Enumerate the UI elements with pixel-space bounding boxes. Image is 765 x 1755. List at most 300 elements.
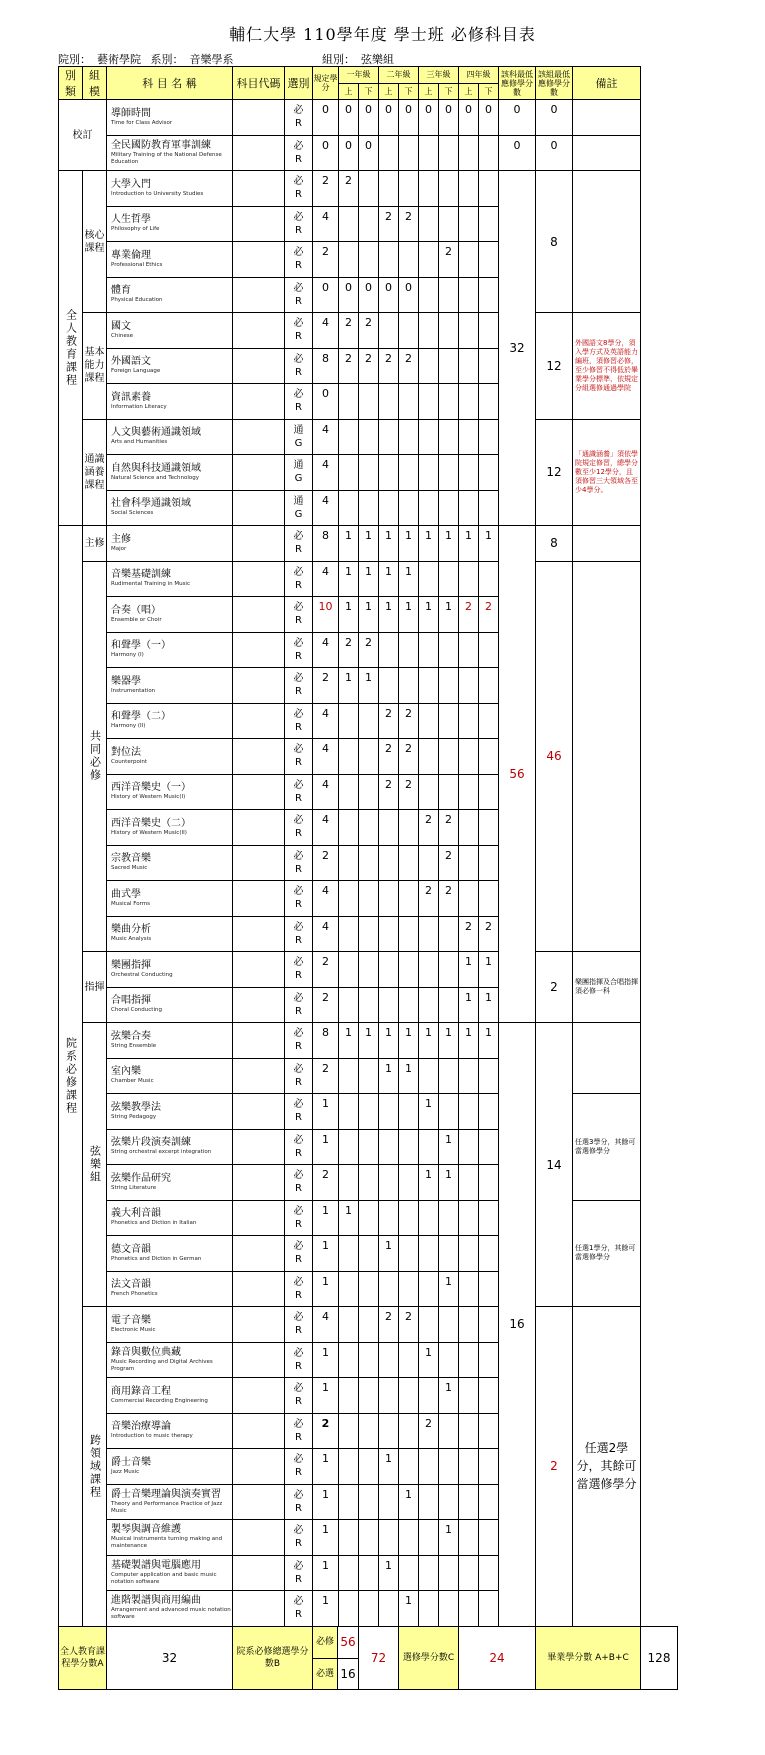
semester-credit — [339, 384, 359, 420]
course-name-zh: 電子音樂 — [111, 1314, 151, 1326]
semester-credit — [399, 987, 419, 1023]
semester-credit: 2 — [379, 703, 399, 739]
semester-credit: 2 — [339, 171, 359, 207]
course-type — [285, 242, 313, 278]
semester-credit: 2 — [359, 313, 379, 349]
course-name-zh: 德文音韻 — [111, 1243, 151, 1255]
semester-credit — [479, 774, 499, 810]
course-code — [233, 419, 285, 455]
semester-credit — [339, 1094, 359, 1130]
course-name-zh: 樂曲分析 — [111, 924, 151, 936]
semester-credit — [459, 1413, 479, 1449]
semester-credit — [359, 242, 379, 278]
notes-cell — [573, 1023, 641, 1094]
header-credits: 規定學分 — [313, 67, 339, 100]
semester-credit: 2 — [419, 881, 439, 917]
course-type — [285, 561, 313, 597]
course-code — [233, 313, 285, 349]
semester-credit: 1 — [359, 668, 379, 704]
semester-credit: 2 — [439, 810, 459, 846]
course-name-zh: 合奏（唱） — [111, 604, 161, 616]
semester-credit — [479, 1236, 499, 1272]
course-type-en: R — [295, 1183, 302, 1195]
summary-elec-value: 16 — [340, 1666, 356, 1681]
course-name-zh: 爵士音樂 — [111, 1456, 151, 1468]
course-credits: 8 — [313, 1023, 339, 1059]
dept-value: 音樂學系 — [189, 53, 234, 66]
course-credits: 4 — [313, 455, 339, 491]
semester-credit — [379, 171, 399, 207]
cross-total: 16 — [499, 1023, 536, 1627]
course-type — [285, 1413, 313, 1449]
semester-credit — [459, 348, 479, 384]
course-credits: 4 — [313, 206, 339, 242]
course-type-en: R — [295, 1538, 302, 1550]
course-code — [233, 1236, 285, 1272]
semester-credit — [439, 419, 459, 455]
semester-credit — [419, 1591, 439, 1627]
course-credits: 4 — [313, 881, 339, 917]
conducting-min: 2 — [536, 952, 573, 1023]
course-credits: 2 — [313, 668, 339, 704]
header-type: 選別 — [285, 67, 313, 100]
semester-credit — [439, 171, 459, 207]
course-name-en: String orchestral excerpt integration — [111, 1149, 212, 1156]
course-type — [285, 206, 313, 242]
course-name — [107, 1449, 233, 1485]
course-type — [285, 1129, 313, 1165]
semester-credit: 0 — [379, 100, 399, 136]
semester-credit — [479, 739, 499, 775]
semester-credit — [359, 1129, 379, 1165]
header-year1: 一年級 — [339, 67, 379, 84]
course-type — [285, 526, 313, 562]
course-type — [285, 1591, 313, 1627]
semester-credit — [399, 455, 419, 491]
semester-credit — [399, 632, 419, 668]
course-type-en: R — [295, 1431, 302, 1443]
course-code — [233, 1378, 285, 1414]
course-type-en: R — [295, 118, 302, 130]
page-title: 輔仁大學 110學年度 學士班 必修科目表 — [229, 25, 536, 44]
semester-credit — [419, 561, 439, 597]
semester-credit — [339, 455, 359, 491]
course-name-en: History of Western Music(II) — [111, 829, 187, 836]
semester-credit: 2 — [459, 916, 479, 952]
semester-credit: 0 — [399, 277, 419, 313]
semester-credit — [459, 384, 479, 420]
semester-credit — [359, 384, 379, 420]
course-name — [107, 1200, 233, 1236]
course-credits: 2 — [313, 845, 339, 881]
notes-cell — [573, 100, 641, 136]
semester-credit — [339, 845, 359, 881]
course-type-zh: 必 — [293, 1383, 304, 1395]
semester-credit — [479, 845, 499, 881]
semester-credit: 1 — [379, 1023, 399, 1059]
semester-credit — [419, 916, 439, 952]
semester-credit — [479, 881, 499, 917]
course-row — [59, 135, 678, 171]
course-type — [285, 597, 313, 633]
dept-label: 系別： — [150, 53, 184, 66]
semester-credit: 1 — [359, 526, 379, 562]
header-lower: 下 — [359, 83, 379, 100]
semester-credit: 2 — [399, 703, 419, 739]
semester-credit — [479, 242, 499, 278]
course-code — [233, 632, 285, 668]
semester-credit — [379, 987, 399, 1023]
semester-credit — [379, 916, 399, 952]
course-type-en: R — [295, 828, 302, 840]
semester-credit — [379, 490, 399, 526]
course-name-en: Commercial Recording Engineering — [111, 1397, 208, 1404]
semester-credit — [479, 419, 499, 455]
course-name-en: Counterpoint — [111, 758, 148, 765]
semester-credit — [439, 348, 459, 384]
course-credits: 1 — [313, 1200, 339, 1236]
semester-credit — [439, 1413, 459, 1449]
summary-req-elec — [313, 1626, 359, 1689]
course-name-en: Musical instruments turning making and maintenance — [111, 1536, 223, 1550]
semester-credit — [339, 881, 359, 917]
semester-credit — [439, 632, 459, 668]
course-name-en: Ensemble or Choir — [111, 616, 162, 623]
semester-credit — [419, 1129, 439, 1165]
semester-credit — [359, 1165, 379, 1201]
course-name-zh: 商用錄音工程 — [111, 1385, 171, 1397]
semester-credit: 2 — [399, 1307, 419, 1343]
course-name — [107, 526, 233, 562]
note-general: 「通識涵養」須依學院規定修習，總學分數至少12學分，且須修習三大領域各至少4學分。 — [573, 419, 641, 526]
semester-credit — [459, 455, 479, 491]
course-name — [107, 313, 233, 349]
semester-credit — [459, 1342, 479, 1378]
semester-credit — [459, 313, 479, 349]
course-row — [59, 313, 678, 349]
semester-credit — [399, 1094, 419, 1130]
course-type-en: R — [295, 1573, 302, 1585]
course-type-en: R — [295, 1502, 302, 1514]
course-row — [59, 1200, 678, 1236]
summary-label-c: 選修學分數C — [399, 1626, 459, 1689]
semester-credit — [359, 881, 379, 917]
course-type-en: R — [295, 1325, 302, 1337]
course-type-en: R — [295, 1289, 302, 1301]
semester-credit — [359, 845, 379, 881]
semester-credit — [439, 774, 459, 810]
course-name — [107, 1271, 233, 1307]
semester-credit — [479, 1413, 499, 1449]
course-code — [233, 881, 285, 917]
course-code — [233, 206, 285, 242]
semester-credit — [439, 561, 459, 597]
basic-min: 12 — [536, 313, 573, 420]
module-core: 核心課程 — [83, 171, 107, 313]
course-credits: 4 — [313, 739, 339, 775]
semester-credit — [479, 1200, 499, 1236]
course-row — [59, 952, 678, 988]
semester-credit — [439, 703, 459, 739]
course-name-zh: 西洋音樂史（一） — [111, 782, 191, 794]
semester-credit — [419, 774, 439, 810]
course-row — [59, 171, 678, 207]
course-name-en: Rudimental Training in Music — [111, 581, 190, 588]
course-type-zh: 必 — [293, 1525, 304, 1537]
course-name-en: Music Analysis — [111, 936, 152, 943]
course-name — [107, 419, 233, 455]
course-credits: 4 — [313, 916, 339, 952]
course-type-zh: 必 — [293, 1241, 304, 1253]
semester-credit: 2 — [439, 845, 459, 881]
semester-credit — [359, 916, 379, 952]
course-type-zh: 必 — [293, 211, 304, 223]
course-code — [233, 348, 285, 384]
course-code — [233, 1023, 285, 1059]
semester-credit — [339, 1555, 359, 1591]
semester-credit: 1 — [399, 561, 419, 597]
semester-credit — [399, 135, 419, 171]
semester-credit — [419, 1271, 439, 1307]
semester-credit: 2 — [379, 739, 399, 775]
course-type-en: R — [295, 260, 302, 272]
semester-credit — [419, 1236, 439, 1272]
semester-credit — [339, 1165, 359, 1201]
course-name-zh: 對位法 — [111, 746, 141, 758]
course-credits: 1 — [313, 1271, 339, 1307]
semester-credit: 1 — [419, 1165, 439, 1201]
course-type-en: R — [295, 1147, 302, 1159]
dept-min: 56 — [499, 526, 536, 1023]
course-name — [107, 1484, 233, 1520]
semester-credit — [479, 171, 499, 207]
semester-credit: 0 — [339, 100, 359, 136]
semester-credit: 1 — [439, 1165, 459, 1201]
course-name-en: Computer application and basic music notation software — [111, 1571, 217, 1585]
semester-credit — [459, 1591, 479, 1627]
semester-credit — [359, 1591, 379, 1627]
semester-credit — [459, 242, 479, 278]
course-code — [233, 561, 285, 597]
course-name-en: Social Sciences — [111, 510, 154, 517]
course-type-zh: 必 — [293, 1170, 304, 1182]
course-name-zh: 全民國防教育軍事訓練 — [111, 139, 211, 151]
course-type — [285, 135, 313, 171]
course-type-en: R — [295, 1005, 302, 1017]
semester-credit — [399, 1236, 419, 1272]
course-row — [59, 1023, 678, 1059]
semester-credit — [359, 739, 379, 775]
semester-credit: 1 — [379, 1236, 399, 1272]
semester-credit — [419, 490, 439, 526]
course-type-en: R — [295, 1396, 302, 1408]
course-code — [233, 526, 285, 562]
header-upper: 上 — [379, 83, 399, 100]
course-code — [233, 774, 285, 810]
category-school-required: 校訂 — [59, 100, 107, 171]
semester-credit: 1 — [479, 987, 499, 1023]
course-type — [285, 668, 313, 704]
summary-req-label: 必修 — [313, 1627, 338, 1658]
semester-credit: 1 — [339, 597, 359, 633]
course-name-en: History of Western Music(I) — [111, 794, 186, 801]
course-name — [107, 348, 233, 384]
course-name-en: Electronic Music — [111, 1326, 156, 1333]
course-credits: 10 — [313, 597, 339, 633]
semester-credit — [419, 135, 439, 171]
semester-credit: 2 — [399, 348, 419, 384]
course-type — [285, 632, 313, 668]
notes-cell — [573, 135, 641, 171]
semester-credit — [459, 1307, 479, 1343]
semester-credit: 0 — [339, 277, 359, 313]
course-name-zh: 弦樂合奏 — [111, 1030, 151, 1042]
course-type-zh: 必 — [293, 1028, 304, 1040]
course-type — [285, 810, 313, 846]
semester-credit — [339, 1307, 359, 1343]
course-type-en: R — [295, 189, 302, 201]
course-code — [233, 1342, 285, 1378]
course-type-zh: 必 — [293, 1596, 304, 1608]
course-name-zh: 國文 — [111, 320, 131, 332]
semester-credit — [399, 916, 419, 952]
course-name — [107, 703, 233, 739]
semester-credit: 2 — [339, 348, 359, 384]
course-code — [233, 1307, 285, 1343]
semester-credit — [459, 1555, 479, 1591]
course-name-en: Choral Conducting — [111, 1007, 162, 1014]
course-name-en: String Literature — [111, 1184, 157, 1191]
course-type-en: R — [295, 331, 302, 343]
course-type-zh: 必 — [293, 744, 304, 756]
notes-cell — [573, 526, 641, 562]
semester-credit: 2 — [399, 739, 419, 775]
course-code — [233, 384, 285, 420]
course-row — [59, 100, 678, 136]
college-label: 院別： — [58, 53, 91, 66]
course-type — [285, 1094, 313, 1130]
header-min-module: 該組最低應修學分數 — [536, 67, 573, 100]
course-name — [107, 1236, 233, 1272]
semester-credit — [419, 739, 439, 775]
semester-credit — [399, 1520, 419, 1556]
semester-credit — [359, 1058, 379, 1094]
core-min: 8 — [536, 171, 573, 313]
semester-credit — [439, 135, 459, 171]
semester-credit — [339, 739, 359, 775]
course-code — [233, 1413, 285, 1449]
course-type-en: R — [295, 366, 302, 378]
note-cross: 任選2學分，其餘可當選修學分 — [573, 1307, 641, 1627]
course-name-en: Musical Forms — [111, 900, 151, 907]
semester-credit — [359, 1271, 379, 1307]
meta-line — [58, 51, 394, 67]
course-type-en: R — [295, 1467, 302, 1479]
semester-credit: 0 — [399, 100, 419, 136]
course-type — [285, 1307, 313, 1343]
course-type — [285, 987, 313, 1023]
semester-credit: 1 — [339, 561, 359, 597]
course-name-en: Philosophy of Life — [111, 226, 160, 233]
summary-label-a: 全人教育課程學分數A — [59, 1626, 107, 1689]
semester-credit: 0 — [359, 100, 379, 136]
course-type — [285, 1520, 313, 1556]
course-type-en: G — [294, 473, 303, 485]
course-type-en: R — [295, 579, 302, 591]
semester-credit — [339, 490, 359, 526]
semester-credit — [459, 1271, 479, 1307]
course-name — [107, 135, 233, 171]
course-name-zh: 體育 — [111, 285, 131, 297]
course-name — [107, 1058, 233, 1094]
semester-credit — [399, 845, 419, 881]
course-name-en: Foreign Language — [111, 368, 161, 375]
semester-credit — [439, 1449, 459, 1485]
semester-credit — [379, 1129, 399, 1165]
semester-credit — [379, 810, 399, 846]
summary-req-value: 56 — [340, 1635, 356, 1649]
course-type-zh: 必 — [293, 886, 304, 898]
semester-credit — [359, 1236, 379, 1272]
semester-credit — [459, 206, 479, 242]
course-credits: 1 — [313, 1094, 339, 1130]
semester-credit — [479, 1058, 499, 1094]
course-name — [107, 1165, 233, 1201]
course-name-zh: 弦樂作品研究 — [111, 1172, 171, 1184]
module-general: 通識涵養課程 — [83, 419, 107, 526]
header-year2: 二年級 — [379, 67, 419, 84]
semester-credit — [359, 455, 379, 491]
course-code — [233, 1200, 285, 1236]
course-type-en: R — [295, 721, 302, 733]
header-group: 組 模 — [83, 67, 107, 100]
semester-credit — [459, 1378, 479, 1414]
course-type — [285, 1555, 313, 1591]
course-type-en: R — [295, 153, 302, 165]
course-type-zh: 必 — [293, 531, 304, 543]
course-type — [285, 1342, 313, 1378]
semester-credit — [339, 1591, 359, 1627]
course-name-zh: 導師時間 — [111, 107, 151, 119]
course-type-zh: 必 — [293, 1418, 304, 1430]
semester-credit — [379, 1591, 399, 1627]
course-code — [233, 277, 285, 313]
course-name — [107, 206, 233, 242]
semester-credit — [459, 1165, 479, 1201]
course-code — [233, 597, 285, 633]
course-name — [107, 916, 233, 952]
course-type — [285, 739, 313, 775]
semester-credit — [419, 1449, 439, 1485]
semester-credit: 2 — [379, 774, 399, 810]
course-type-zh: 通 — [293, 460, 304, 472]
course-name — [107, 774, 233, 810]
module-conducting: 指揮 — [83, 952, 107, 1023]
course-type-en: G — [294, 437, 303, 449]
summary-label-b: 院系必修總選學分數B — [233, 1626, 313, 1689]
semester-credit: 1 — [359, 1023, 379, 1059]
course-code — [233, 1129, 285, 1165]
course-name-en: Introduction to music therapy — [111, 1433, 193, 1440]
semester-credit — [419, 1484, 439, 1520]
semester-credit — [379, 1378, 399, 1414]
semester-credit: 2 — [419, 1413, 439, 1449]
general-min: 12 — [536, 419, 573, 526]
header-lower: 下 — [479, 83, 499, 100]
semester-credit — [339, 952, 359, 988]
semester-credit — [459, 774, 479, 810]
semester-credit — [479, 313, 499, 349]
